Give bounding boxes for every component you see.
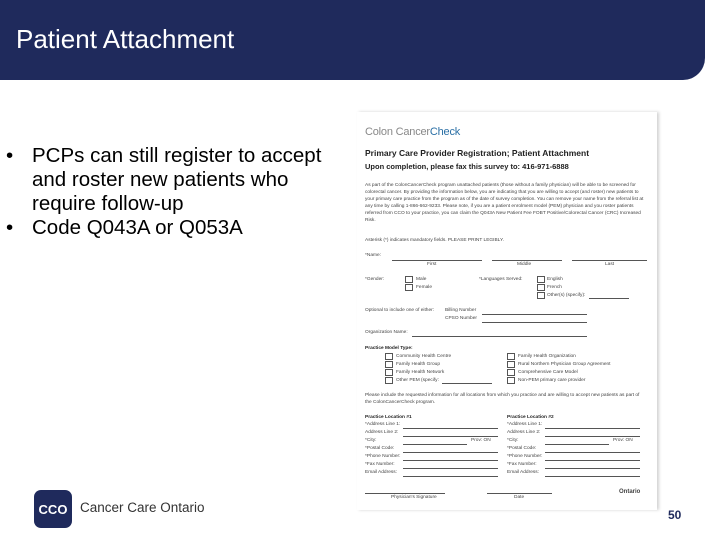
slide-title: Patient Attachment xyxy=(16,24,235,54)
name-last-caption: Last xyxy=(605,262,615,267)
location-field-label: Address Line 2: xyxy=(365,430,399,435)
name-last-line xyxy=(572,260,647,261)
registration-form-image xyxy=(357,112,657,510)
practice-option: Non-PEM primary care provider xyxy=(518,378,586,383)
form-name-label: *Name: xyxy=(365,253,381,258)
bullet-text: Code Q043A or Q053A xyxy=(32,216,243,239)
location-field-line xyxy=(545,428,640,429)
location-field-line xyxy=(545,436,640,437)
form-billing-label: Billing Number xyxy=(445,308,477,313)
language-label: Other(s) (specify): xyxy=(547,293,586,298)
bullet-item xyxy=(6,216,326,240)
location1-title: Practice Location #1 xyxy=(365,415,412,420)
org-line xyxy=(412,336,587,337)
form-org-label: Organization Name: xyxy=(365,330,408,335)
practice-checkbox xyxy=(507,369,515,376)
form-languages-label: *Languages Served: xyxy=(479,277,523,282)
location-field-line xyxy=(403,436,498,437)
location2-title: Practice Location #2 xyxy=(507,415,554,420)
practice-option: Comprehensive Care Model xyxy=(518,370,578,375)
location-field-line xyxy=(403,452,498,453)
gender-female-checkbox xyxy=(405,284,413,291)
location-field-label: *City: xyxy=(507,438,519,443)
form-locations-note: Please include the requested information for all locations from which you practice and are willing to accept new patients as part of the ColonCancerCheck program. xyxy=(365,393,640,405)
practice-option: Family Health Network xyxy=(396,370,445,375)
province-label: Prov: ON xyxy=(613,438,633,443)
cco-org-name: Cancer Care Ontario xyxy=(80,500,205,515)
date-label: Date xyxy=(514,495,525,500)
location-field-label: *Address Line 1: xyxy=(507,422,543,427)
ontario-logo: Ontario xyxy=(619,489,641,495)
location-field-label: *Postal Code: xyxy=(507,446,537,451)
bullet-text: PCPs can still register to accept and roster new patients who require follow-up xyxy=(32,144,322,215)
form-gender-label: *Gender: xyxy=(365,277,385,282)
location-field-label: *City: xyxy=(365,438,377,443)
gender-male-checkbox xyxy=(405,276,413,283)
practice-checkbox xyxy=(385,353,393,360)
practice-option: Community Health Centre xyxy=(396,354,452,359)
location-field-line xyxy=(545,468,640,469)
practice-checkbox xyxy=(385,361,393,368)
form-optional-label: Optional to include one of either: xyxy=(365,308,435,313)
location-field-label: *Phone Number: xyxy=(507,454,543,459)
location-field-line xyxy=(545,444,609,445)
gender-male-label: Male xyxy=(416,277,427,282)
form-brand: Colon CancerCheck xyxy=(365,126,461,138)
location-field-label: Email Address: xyxy=(365,470,397,475)
practice-option: Family Health Group xyxy=(396,362,440,367)
location-field-line xyxy=(403,428,498,429)
practice-checkbox xyxy=(507,377,515,384)
practice-checkbox xyxy=(507,353,515,360)
language-label: French xyxy=(547,285,562,290)
location-field-line xyxy=(545,460,640,461)
practice-option: Family Health Organization xyxy=(518,354,576,359)
signature-line xyxy=(365,493,445,494)
location-field-line xyxy=(403,460,498,461)
location-field-line xyxy=(545,476,640,477)
location-field-line xyxy=(545,452,640,453)
billing-line xyxy=(482,314,587,315)
practice-checkbox xyxy=(385,377,393,384)
location-field-label: Email Address: xyxy=(507,470,539,475)
form-subtitle: Upon completion, please fax this survey to: 416-971-6888 xyxy=(365,162,569,171)
location-field-line xyxy=(403,444,467,445)
signature-label: Physician's Signature xyxy=(391,495,437,500)
bullet-item xyxy=(6,144,326,216)
location-field-label: *Fax Number: xyxy=(365,462,395,467)
province-label: Prov: ON xyxy=(471,438,491,443)
name-middle-caption: Middle xyxy=(517,262,532,267)
location-field-line xyxy=(403,476,498,477)
title-bar xyxy=(0,0,705,80)
language-label: English xyxy=(547,277,563,282)
name-first-line xyxy=(392,260,482,261)
practice-option: Rural Northern Physician Group Agreement xyxy=(518,362,611,367)
name-first-caption: First xyxy=(427,262,437,267)
bullet-dot: • xyxy=(6,144,14,167)
gender-female-label: Female xyxy=(416,285,432,290)
name-middle-line xyxy=(492,260,562,261)
location-field-label: *Postal Code: xyxy=(365,446,395,451)
location-field-label: *Phone Number: xyxy=(365,454,401,459)
bullet-dot: • xyxy=(6,216,14,239)
cpso-line xyxy=(482,322,587,323)
practice-other-line xyxy=(442,383,492,384)
bullet-list xyxy=(6,144,326,240)
practice-option: Other PEM (specify: xyxy=(396,378,439,383)
language-other-line xyxy=(589,298,629,299)
date-line xyxy=(487,493,552,494)
practice-checkbox xyxy=(385,369,393,376)
form-mandatory-note: Asterisk (*) indicates mandatory fields. PLEASE PRINT LEGIBLY. xyxy=(365,238,504,243)
practice-checkbox xyxy=(507,361,515,368)
form-practice-label: Practice Model Type: xyxy=(365,346,413,351)
form-cpso-label: CPSO Number xyxy=(445,316,477,321)
page-number: 50 xyxy=(668,508,682,522)
cco-logo xyxy=(34,490,72,528)
form-title: Primary Care Provider Registration; Patient Attachment xyxy=(365,148,590,158)
location-field-label: *Address Line 1: xyxy=(365,422,401,427)
location-field-label: Address Line 2: xyxy=(507,430,541,435)
form-intro: As part of the ColonCancerCheck program unattached patients (those without a family physician) will be able to be screened for colorectal cancer. By providing the information below, you are indicating that you are willing to accept (and roster) new patients to your primary care practice from the program as of the date of survey completion. You can remove your name from the referral list at any time by calling 1-866-662-9233. Please note, if you are a patient enrolment model (PEM) physician and you roster patients referred from CCO to your practice, you can claim the Q043A New Patient Fee FOBT Positive/Colorectal Cancer (CRC) Increased Risk. xyxy=(365,183,644,223)
location-field-line xyxy=(403,468,498,469)
svg-text:CCO: CCO xyxy=(38,502,68,517)
language-checkbox xyxy=(537,284,545,291)
language-checkbox xyxy=(537,292,545,299)
location-field-label: *Fax Number: xyxy=(507,462,537,467)
language-checkbox xyxy=(537,276,545,283)
